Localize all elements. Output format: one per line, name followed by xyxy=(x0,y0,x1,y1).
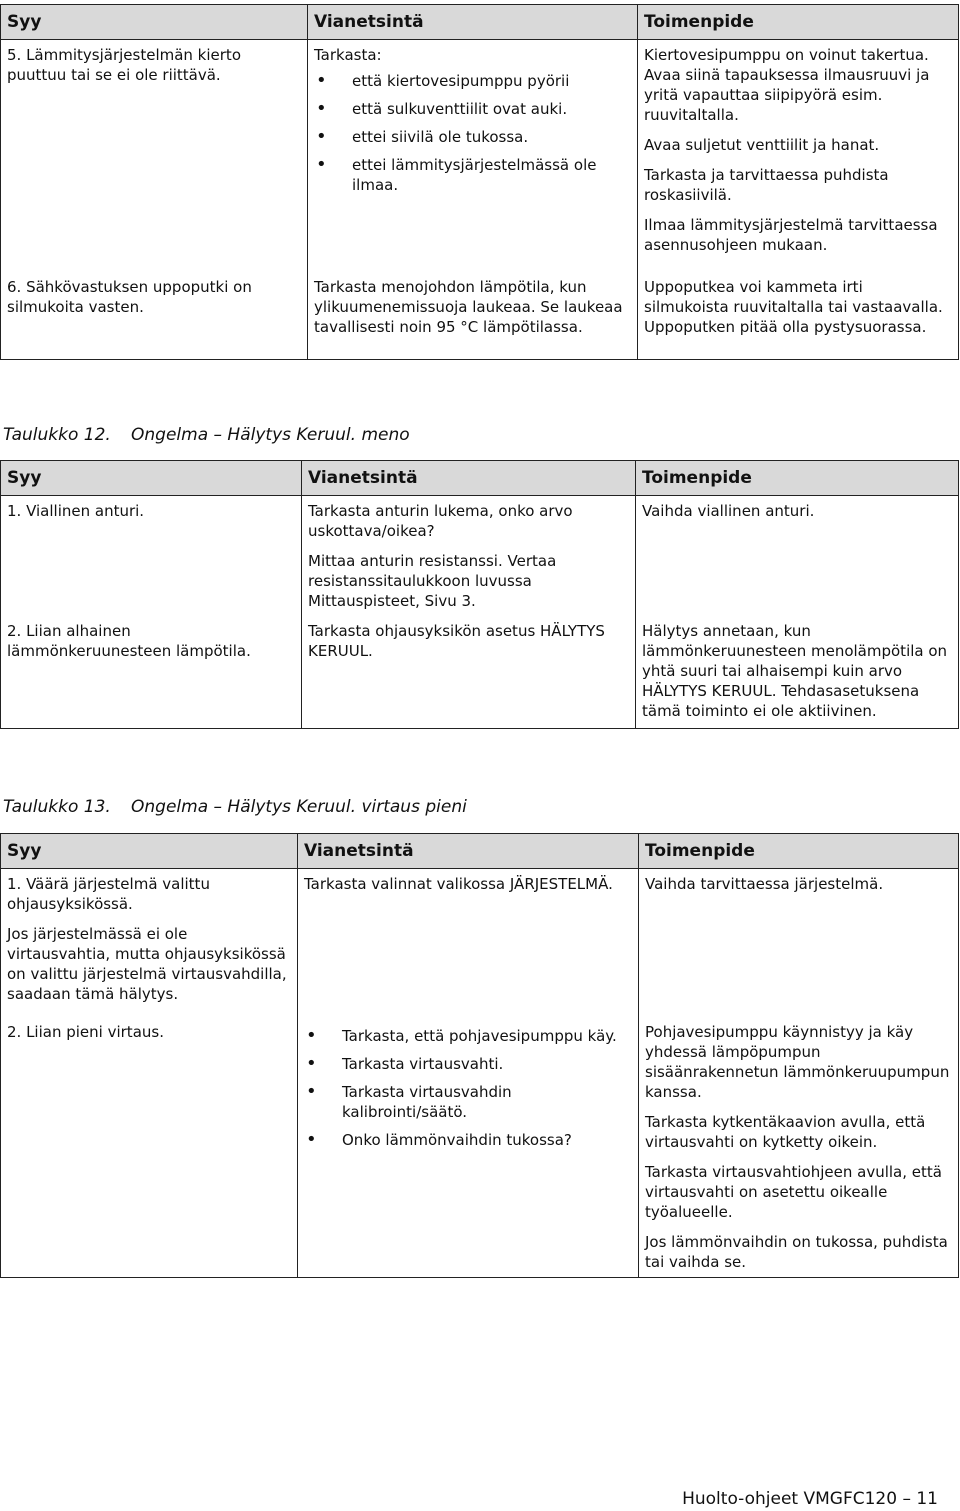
header-cause: Syy xyxy=(1,461,302,496)
cause-cell: 5. Lämmitysjärjestelmän kierto puuttuu tai se ei ole riittävä. xyxy=(1,40,308,272)
troubleshooting-table-1 xyxy=(0,4,959,360)
header-diagnosis: Vianetsintä xyxy=(308,5,638,40)
list-item: • ettei siivilä ole tukossa. xyxy=(314,127,631,147)
action-cell: Vaihda viallinen anturi. xyxy=(636,496,959,617)
diagnosis-cell: Tarkasta ohjausyksikön asetus HÄLYTYS KERUUL. xyxy=(302,616,636,728)
table-caption-13 xyxy=(3,797,467,817)
cause-cell: 1. Viallinen anturi. xyxy=(1,496,302,617)
diagnosis-cell xyxy=(298,1017,639,1278)
diagnosis-cell: Tarkasta: • että kiertovesipumppu pyörii • että sulkuventtiilit ovat auki. • ettei siivilä ole tukossa. • ettei lämmitysjärjestelmässä ole ilmaa. xyxy=(308,40,638,272)
table-header-row xyxy=(1,5,959,40)
table-header-row xyxy=(1,834,959,869)
list-item: • Tarkasta, että pohjavesipumppu käy. xyxy=(304,1026,632,1046)
table-row xyxy=(1,1017,959,1278)
action-cell: Hälytys annetaan, kun lämmönkeruunesteen menolämpötila on yhtä suuri tai alhaisempi kuin arvo HÄLYTYS KERUUL. Tehdasasetuksena tämä toiminto ei ole aktiivinen. xyxy=(636,616,959,728)
check-list xyxy=(314,71,631,195)
table-row xyxy=(1,496,959,617)
table-row xyxy=(1,272,959,360)
header-diagnosis: Vianetsintä xyxy=(302,461,636,496)
action-cell: Pohjavesipumppu käynnistyy ja käy yhdessä lämpöpumpun sisäänrakennetun lämmönkeruupumpun kanssa. Tarkasta kytkentäkaavion avulla, että virtausvahti on kytketty oikein. Tarkasta virtausvahtiohjeen avulla, että virtausvahti on asetettu oikealle työalueelle. Jos lämmönvaihdin on tukossa, puhdista tai vaihda se. xyxy=(639,1017,959,1278)
check-list xyxy=(304,1026,632,1150)
diagnosis-cell: Tarkasta menojohdon lämpötila, kun ylikuumenemissuoja laukeaa. Se laukeaa tavallisesti noin 95 °C lämpötilassa. xyxy=(308,272,638,360)
cause-cell: 2. Liian alhainen lämmönkeruunesteen lämpötila. xyxy=(1,616,302,728)
cause-cell: 6. Sähkövastuksen uppoputki on silmukoita vasten. xyxy=(1,272,308,360)
page-footer: Huolto-ohjeet VMGFC120 – 11 xyxy=(682,1489,938,1509)
table-caption-12 xyxy=(3,425,410,445)
cause-cell: 1. Väärä järjestelmä valittu ohjausyksikössä. Jos järjestelmässä ei ole virtausvahtia, mutta ohjausyksikössä on valittu järjestelmä virtausvahdilla, saadaan tämä hälytys. xyxy=(1,869,298,1017)
caption-number: Taulukko 13. xyxy=(3,797,111,817)
caption-title: Ongelma – Hälytys Keruul. meno xyxy=(131,425,410,445)
table-row xyxy=(1,869,959,1017)
action-cell: Uppoputkea voi kammeta irti silmukoista ruuvitaltalla tai vastaavalla. Uppoputken pitää olla pystysuorassa. xyxy=(638,272,959,360)
list-item: • Onko lämmönvaihdin tukossa? xyxy=(304,1130,632,1150)
troubleshooting-table-12 xyxy=(0,460,959,729)
table-row xyxy=(1,40,959,272)
header-action: Toimenpide xyxy=(636,461,959,496)
cause-cell: 2. Liian pieni virtaus. xyxy=(1,1017,298,1278)
diagnosis-cell: Tarkasta anturin lukema, onko arvo uskottava/oikea? Mittaa anturin resistanssi. Vertaa resistanssitaulukkoon luvussa Mittauspisteet, Sivu 3. xyxy=(302,496,636,617)
list-item: • Tarkasta virtausvahdin kalibrointi/säätö. xyxy=(304,1082,632,1122)
table-header-row xyxy=(1,461,959,496)
table-row xyxy=(1,616,959,728)
header-action: Toimenpide xyxy=(638,5,959,40)
header-cause: Syy xyxy=(1,834,298,869)
list-item: • Tarkasta virtausvahti. xyxy=(304,1054,632,1074)
header-diagnosis: Vianetsintä xyxy=(298,834,639,869)
list-item: • että kiertovesipumppu pyörii xyxy=(314,71,631,91)
action-cell: Vaihda tarvittaessa järjestelmä. xyxy=(639,869,959,1017)
diagnosis-cell: Tarkasta valinnat valikossa JÄRJESTELMÄ. xyxy=(298,869,639,1017)
action-cell: Kiertovesipumppu on voinut takertua. Avaa siinä tapauksessa ilmausruuvi ja yritä vapauttaa siipipyörä esim. ruuvitaltalla. Avaa suljetut venttiilit ja hanat. Tarkasta ja tarvittaessa puhdista roskasiivilä. Ilmaa lämmitysjärjestelmä tarvittaessa asennusohjeen mukaan. xyxy=(638,40,959,272)
troubleshooting-table-13 xyxy=(0,833,959,1278)
header-cause: Syy xyxy=(1,5,308,40)
caption-number: Taulukko 12. xyxy=(3,425,111,445)
list-item: • että sulkuventtiilit ovat auki. xyxy=(314,99,631,119)
list-item: • ettei lämmitysjärjestelmässä ole ilmaa. xyxy=(314,155,631,195)
caption-title: Ongelma – Hälytys Keruul. virtaus pieni xyxy=(131,797,467,817)
header-action: Toimenpide xyxy=(639,834,959,869)
